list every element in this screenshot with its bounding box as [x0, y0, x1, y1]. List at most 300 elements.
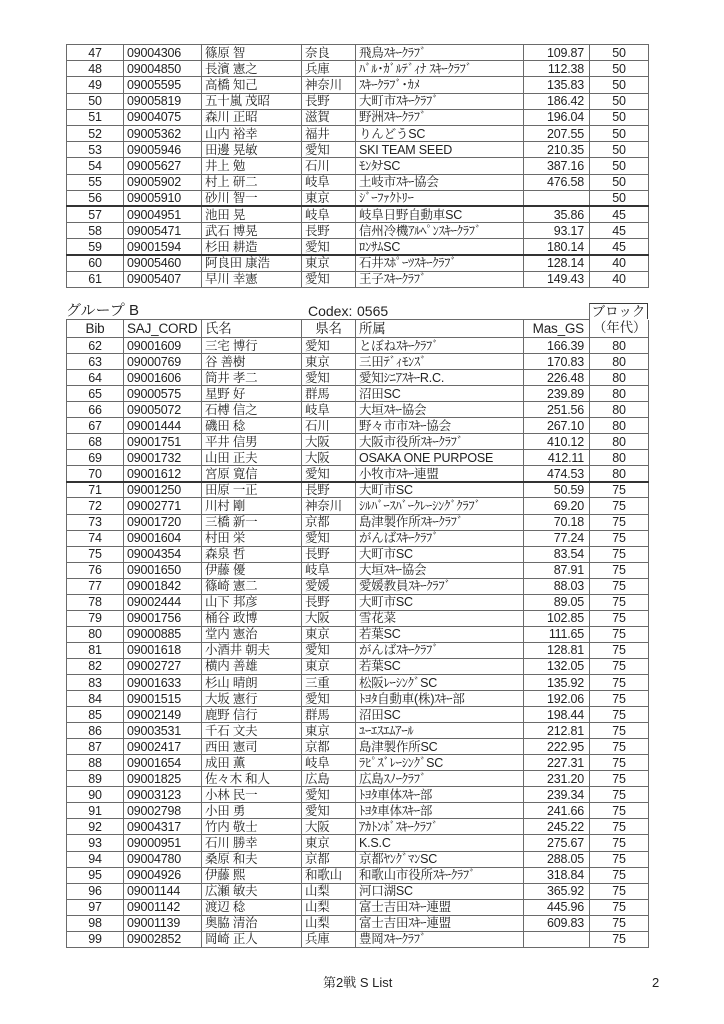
table-row — [67, 931, 649, 947]
prefecture-cell: 滋賀 — [302, 109, 356, 125]
saj-code-cell: 09001751 — [124, 434, 202, 450]
prefecture-cell: 山梨 — [302, 915, 356, 931]
saj-code-cell: 09001732 — [124, 450, 202, 466]
block-cell: 50 — [590, 45, 649, 61]
affiliation-cell: 土岐市ｽｷｰ協会 — [356, 174, 524, 190]
name-cell: 広瀬 敏夫 — [202, 883, 302, 899]
block-cell: 75 — [590, 610, 649, 626]
block-cell: 50 — [590, 125, 649, 141]
name-cell: 千石 文夫 — [202, 723, 302, 739]
block-cell: 75 — [590, 931, 649, 947]
bib-cell: 52 — [67, 125, 124, 141]
mas-gs-cell: 135.92 — [524, 674, 590, 690]
name-cell: 山下 邦彦 — [202, 594, 302, 610]
bib-cell: 59 — [67, 239, 124, 255]
table-row — [67, 691, 649, 707]
block-cell: 75 — [590, 723, 649, 739]
table-row — [67, 271, 649, 287]
table-row — [67, 158, 649, 174]
name-cell: 星野 好 — [202, 386, 302, 402]
affiliation-cell: 大町市ｽｷｰｸﾗﾌﾞ — [356, 93, 524, 109]
mas-gs-cell: 88.03 — [524, 578, 590, 594]
name-cell: 磯田 稔 — [202, 418, 302, 434]
mas-gs-cell: 239.34 — [524, 787, 590, 803]
mas-gs-cell: 241.66 — [524, 803, 590, 819]
bib-cell: 81 — [67, 642, 124, 658]
name-cell: 山田 正夫 — [202, 450, 302, 466]
affiliation-cell: とぼねｽｷｰｸﾗﾌﾞ — [356, 338, 524, 354]
table-row — [67, 386, 649, 402]
table-row — [67, 578, 649, 594]
name-cell: 石榑 信之 — [202, 402, 302, 418]
table-row — [67, 803, 649, 819]
saj-code-cell: 09005460 — [124, 255, 202, 271]
name-cell: 岡崎 正人 — [202, 931, 302, 947]
affiliation-cell: 大垣ｽｷｰ協会 — [356, 562, 524, 578]
saj-code-cell: 09001250 — [124, 482, 202, 498]
block-cell: 75 — [590, 851, 649, 867]
affiliation-cell: 石井ｽﾎﾟｰﾂｽｷｰｸﾗﾌﾞ — [356, 255, 524, 271]
mas-gs-cell: 231.20 — [524, 771, 590, 787]
group-b-table — [66, 319, 649, 948]
affiliation-cell: 富士吉田ｽｷｰ連盟 — [356, 915, 524, 931]
bib-cell: 72 — [67, 498, 124, 514]
affiliation-cell: がんばｽｷｰｸﾗﾌﾞ — [356, 530, 524, 546]
bib-cell: 88 — [67, 755, 124, 771]
bib-cell: 94 — [67, 851, 124, 867]
prefecture-cell: 愛知 — [302, 803, 356, 819]
bib-cell: 96 — [67, 883, 124, 899]
saj-code-cell: 09000885 — [124, 626, 202, 642]
prefecture-cell: 群馬 — [302, 386, 356, 402]
block-cell: 80 — [590, 418, 649, 434]
name-cell: 奥脇 清治 — [202, 915, 302, 931]
mas-gs-cell: 128.14 — [524, 255, 590, 271]
table-row — [67, 142, 649, 158]
prefecture-cell: 京都 — [302, 851, 356, 867]
block-cell: 75 — [590, 482, 649, 498]
bib-cell: 68 — [67, 434, 124, 450]
name-cell: 篠原 智 — [202, 45, 302, 61]
affiliation-cell: 沼田SC — [356, 386, 524, 402]
name-cell: 伊藤 優 — [202, 562, 302, 578]
bib-cell: 65 — [67, 386, 124, 402]
table-row — [67, 851, 649, 867]
bib-cell: 70 — [67, 466, 124, 482]
block-cell: 75 — [590, 739, 649, 755]
mas-gs-cell: 275.67 — [524, 835, 590, 851]
prefecture-cell: 東京 — [302, 658, 356, 674]
prefecture-cell: 愛知 — [302, 691, 356, 707]
affiliation-cell: 野々市市ｽｷｰ協会 — [356, 418, 524, 434]
mas-gs-cell: 192.06 — [524, 691, 590, 707]
name-cell: 池田 晃 — [202, 206, 302, 222]
mas-gs-cell: 387.16 — [524, 158, 590, 174]
name-cell: 長濱 憲之 — [202, 61, 302, 77]
bib-cell: 51 — [67, 109, 124, 125]
saj-code-cell: 09001842 — [124, 578, 202, 594]
bib-cell: 77 — [67, 578, 124, 594]
table-row — [67, 190, 649, 206]
table-row — [67, 514, 649, 530]
header-block-age: （年代） — [590, 320, 649, 338]
mas-gs-cell: 207.55 — [524, 125, 590, 141]
prefecture-cell: 広島 — [302, 771, 356, 787]
name-cell: 小田 勇 — [202, 803, 302, 819]
mas-gs-cell: 93.17 — [524, 223, 590, 239]
affiliation-cell: 三田ﾃﾞｨﾓﾝｽﾞ — [356, 354, 524, 370]
header-row — [67, 320, 649, 338]
prefecture-cell: 東京 — [302, 255, 356, 271]
bib-cell: 57 — [67, 206, 124, 222]
mas-gs-cell: 102.85 — [524, 610, 590, 626]
saj-code-cell: 09005471 — [124, 223, 202, 239]
group-a-rows — [67, 45, 649, 288]
name-cell: 平井 信男 — [202, 434, 302, 450]
block-cell: 75 — [590, 594, 649, 610]
mas-gs-cell: 239.89 — [524, 386, 590, 402]
name-cell: 杉山 晴朗 — [202, 674, 302, 690]
table-row — [67, 530, 649, 546]
affiliation-cell: ﾊﾞﾙ･ｶﾞﾙﾃﾞｨﾅ ｽｷｰｸﾗﾌﾞ — [356, 61, 524, 77]
mas-gs-cell: 445.96 — [524, 899, 590, 915]
block-cell: 50 — [590, 142, 649, 158]
saj-code-cell: 09005362 — [124, 125, 202, 141]
name-cell: 村田 栄 — [202, 530, 302, 546]
table-row — [67, 434, 649, 450]
affiliation-cell: ﾓﾝﾀﾅSC — [356, 158, 524, 174]
affiliation-cell: 大阪市役所ｽｷｰｸﾗﾌﾞ — [356, 434, 524, 450]
affiliation-cell: 島津製作所SC — [356, 739, 524, 755]
block-cell: 75 — [590, 562, 649, 578]
affiliation-cell: 京都ﾔﾝｸﾞﾏﾝSC — [356, 851, 524, 867]
affiliation-cell: ﾕｰｴｽｴﾑｱｰﾙ — [356, 723, 524, 739]
saj-code-cell: 09004317 — [124, 819, 202, 835]
mas-gs-cell: 112.38 — [524, 61, 590, 77]
saj-code-cell: 09002727 — [124, 658, 202, 674]
affiliation-cell: 野洲ｽｷｰｸﾗﾌﾞ — [356, 109, 524, 125]
name-cell: 西田 憲司 — [202, 739, 302, 755]
block-cell: 75 — [590, 787, 649, 803]
bib-cell: 80 — [67, 626, 124, 642]
block-cell: 80 — [590, 466, 649, 482]
table-row — [67, 610, 649, 626]
block-cell: 75 — [590, 498, 649, 514]
affiliation-cell: ﾛﾝｻﾑSC — [356, 239, 524, 255]
prefecture-cell: 群馬 — [302, 707, 356, 723]
prefecture-cell: 東京 — [302, 723, 356, 739]
table-row — [67, 546, 649, 562]
saj-code-cell: 09002798 — [124, 803, 202, 819]
block-cell: 75 — [590, 803, 649, 819]
saj-code-cell: 09001606 — [124, 370, 202, 386]
table-row — [67, 658, 649, 674]
name-cell: 堂内 憲治 — [202, 626, 302, 642]
bib-cell: 76 — [67, 562, 124, 578]
affiliation-cell: ｼﾙﾊﾞｰｽﾊﾞｰｸﾚｰｼﾝｸﾞｸﾗﾌﾞ — [356, 498, 524, 514]
mas-gs-cell: 210.35 — [524, 142, 590, 158]
table-row — [67, 867, 649, 883]
bib-cell: 92 — [67, 819, 124, 835]
block-header-top: ブロック — [589, 303, 648, 319]
affiliation-cell: K.S.C — [356, 835, 524, 851]
block-cell: 75 — [590, 835, 649, 851]
table-row — [67, 418, 649, 434]
name-cell: 宮原 寛信 — [202, 466, 302, 482]
prefecture-cell: 長野 — [302, 594, 356, 610]
bib-cell: 78 — [67, 594, 124, 610]
prefecture-cell: 長野 — [302, 93, 356, 109]
prefecture-cell: 岐阜 — [302, 562, 356, 578]
mas-gs-cell: 318.84 — [524, 867, 590, 883]
mas-gs-cell: 226.48 — [524, 370, 590, 386]
mas-gs-cell: 412.11 — [524, 450, 590, 466]
prefecture-cell: 大阪 — [302, 610, 356, 626]
name-cell: 谷 善樹 — [202, 354, 302, 370]
name-cell: 森川 正昭 — [202, 109, 302, 125]
mas-gs-cell: 170.83 — [524, 354, 590, 370]
bib-cell: 67 — [67, 418, 124, 434]
saj-code-cell: 09005946 — [124, 142, 202, 158]
prefecture-cell: 神奈川 — [302, 498, 356, 514]
name-cell: 井上 勉 — [202, 158, 302, 174]
mas-gs-cell: 70.18 — [524, 514, 590, 530]
prefecture-cell: 岐阜 — [302, 402, 356, 418]
bib-cell: 48 — [67, 61, 124, 77]
prefecture-cell: 愛知 — [302, 787, 356, 803]
table-row — [67, 255, 649, 271]
affiliation-cell: 愛知ｼﾆｱｽｷｰR.C. — [356, 370, 524, 386]
prefecture-cell: 愛知 — [302, 370, 356, 386]
block-cell: 75 — [590, 867, 649, 883]
table-row — [67, 771, 649, 787]
bib-cell: 63 — [67, 354, 124, 370]
block-cell: 50 — [590, 61, 649, 77]
affiliation-cell: 若葉SC — [356, 626, 524, 642]
mas-gs-cell: 212.81 — [524, 723, 590, 739]
bib-cell: 66 — [67, 402, 124, 418]
prefecture-cell: 愛知 — [302, 239, 356, 255]
prefecture-cell: 大阪 — [302, 450, 356, 466]
saj-code-cell: 09001654 — [124, 755, 202, 771]
saj-code-cell: 09002417 — [124, 739, 202, 755]
table-row — [67, 77, 649, 93]
block-cell: 75 — [590, 755, 649, 771]
mas-gs-cell: 180.14 — [524, 239, 590, 255]
table-row — [67, 370, 649, 386]
name-cell: 五十嵐 茂昭 — [202, 93, 302, 109]
mas-gs-cell: 87.91 — [524, 562, 590, 578]
prefecture-cell: 愛知 — [302, 338, 356, 354]
prefecture-cell: 愛知 — [302, 142, 356, 158]
saj-code-cell: 09003123 — [124, 787, 202, 803]
mas-gs-cell: 149.43 — [524, 271, 590, 287]
bib-cell: 54 — [67, 158, 124, 174]
block-cell: 75 — [590, 771, 649, 787]
saj-code-cell: 09004780 — [124, 851, 202, 867]
block-cell: 75 — [590, 674, 649, 690]
table-row — [67, 707, 649, 723]
name-cell: 砂川 智一 — [202, 190, 302, 206]
bib-cell: 74 — [67, 530, 124, 546]
affiliation-cell: 信州冷機ｱﾙﾍﾟﾝｽｷｰｸﾗﾌﾞ — [356, 223, 524, 239]
name-cell: 武石 博晃 — [202, 223, 302, 239]
table-row — [67, 482, 649, 498]
mas-gs-cell: 251.56 — [524, 402, 590, 418]
saj-code-cell: 09001144 — [124, 883, 202, 899]
prefecture-cell: 長野 — [302, 223, 356, 239]
page-number: 2 — [652, 975, 660, 990]
affiliation-cell: りんどうSC — [356, 125, 524, 141]
mas-gs-cell: 111.65 — [524, 626, 590, 642]
affiliation-cell: がんばｽｷｰｸﾗﾌﾞ — [356, 642, 524, 658]
block-cell: 75 — [590, 642, 649, 658]
bib-cell: 90 — [67, 787, 124, 803]
saj-code-cell: 09004951 — [124, 206, 202, 222]
affiliation-cell: 飛鳥ｽｷｰｸﾗﾌﾞ — [356, 45, 524, 61]
group-b-title: グループ B — [66, 302, 139, 319]
saj-code-cell: 09001720 — [124, 514, 202, 530]
footer-title: 第2戦 S List — [323, 975, 393, 990]
saj-code-cell: 09001633 — [124, 674, 202, 690]
saj-code-cell: 09000951 — [124, 835, 202, 851]
prefecture-cell: 三重 — [302, 674, 356, 690]
saj-code-cell: 09001609 — [124, 338, 202, 354]
mas-gs-cell: 476.58 — [524, 174, 590, 190]
block-cell: 45 — [590, 223, 649, 239]
block-cell: 80 — [590, 338, 649, 354]
table-row — [67, 787, 649, 803]
block-cell: 45 — [590, 206, 649, 222]
bib-cell: 61 — [67, 271, 124, 287]
name-cell: 成田 薫 — [202, 755, 302, 771]
bib-cell: 55 — [67, 174, 124, 190]
mas-gs-cell: 186.42 — [524, 93, 590, 109]
prefecture-cell: 奈良 — [302, 45, 356, 61]
saj-code-cell: 09001825 — [124, 771, 202, 787]
table-row — [67, 723, 649, 739]
name-cell: 大坂 憲行 — [202, 691, 302, 707]
name-cell: 渡辺 稔 — [202, 899, 302, 915]
mas-gs-cell: 77.24 — [524, 530, 590, 546]
prefecture-cell: 東京 — [302, 190, 356, 206]
table-row — [67, 174, 649, 190]
prefecture-cell: 兵庫 — [302, 931, 356, 947]
group-b-rows — [67, 338, 649, 948]
mas-gs-cell: 35.86 — [524, 206, 590, 222]
saj-code-cell: 09001618 — [124, 642, 202, 658]
table-row — [67, 674, 649, 690]
table-row — [67, 626, 649, 642]
mas-gs-cell: 89.05 — [524, 594, 590, 610]
table-row — [67, 594, 649, 610]
table-row — [67, 739, 649, 755]
table-row — [67, 450, 649, 466]
saj-code-cell: 09005407 — [124, 271, 202, 287]
affiliation-cell: ｱｶﾄﾝﾎﾞｽｷｰｸﾗﾌﾞ — [356, 819, 524, 835]
affiliation-cell: 松阪ﾚｰｼﾝｸﾞSC — [356, 674, 524, 690]
table-row — [67, 206, 649, 222]
prefecture-cell: 愛知 — [302, 271, 356, 287]
bib-cell: 82 — [67, 658, 124, 674]
block-cell: 45 — [590, 239, 649, 255]
mas-gs-cell: 132.05 — [524, 658, 590, 674]
saj-code-cell: 09001515 — [124, 691, 202, 707]
saj-code-cell: 09001444 — [124, 418, 202, 434]
name-cell: 小林 民一 — [202, 787, 302, 803]
affiliation-cell: 島津製作所ｽｷｰｸﾗﾌﾞ — [356, 514, 524, 530]
table-row — [67, 642, 649, 658]
bib-cell: 86 — [67, 723, 124, 739]
table-row — [67, 755, 649, 771]
bib-cell: 47 — [67, 45, 124, 61]
block-cell: 75 — [590, 530, 649, 546]
saj-code-cell: 09004306 — [124, 45, 202, 61]
table-row — [67, 835, 649, 851]
bib-cell: 84 — [67, 691, 124, 707]
mas-gs-cell: 365.92 — [524, 883, 590, 899]
name-cell: 筒井 孝二 — [202, 370, 302, 386]
table-row — [67, 45, 649, 61]
mas-gs-cell: 288.05 — [524, 851, 590, 867]
name-cell: 石川 勝幸 — [202, 835, 302, 851]
bib-cell: 98 — [67, 915, 124, 931]
block-cell: 75 — [590, 514, 649, 530]
mas-gs-cell: 135.83 — [524, 77, 590, 93]
name-cell: 佐々木 和人 — [202, 771, 302, 787]
affiliation-cell: 広島ｽﾉｰｸﾗﾌﾞ — [356, 771, 524, 787]
block-cell: 50 — [590, 174, 649, 190]
mas-gs-cell: 222.95 — [524, 739, 590, 755]
prefecture-cell: 東京 — [302, 626, 356, 642]
affiliation-cell: SKI TEAM SEED — [356, 142, 524, 158]
block-cell: 75 — [590, 883, 649, 899]
block-cell: 50 — [590, 77, 649, 93]
saj-code-cell: 09005072 — [124, 402, 202, 418]
prefecture-cell: 岐阜 — [302, 174, 356, 190]
prefecture-cell: 京都 — [302, 514, 356, 530]
saj-code-cell: 09005910 — [124, 190, 202, 206]
name-cell: 川村 剛 — [202, 498, 302, 514]
saj-code-cell: 09005902 — [124, 174, 202, 190]
block-cell: 80 — [590, 402, 649, 418]
name-cell: 森泉 哲 — [202, 546, 302, 562]
saj-code-cell: 09002771 — [124, 498, 202, 514]
affiliation-cell: ｼﾞｰﾌｧｸﾄﾘｰ — [356, 190, 524, 206]
saj-code-cell: 09002444 — [124, 594, 202, 610]
affiliation-cell: 大町市SC — [356, 482, 524, 498]
header-mas-gs: Mas_GS — [524, 320, 590, 338]
table-row — [67, 109, 649, 125]
mas-gs-cell: 128.81 — [524, 642, 590, 658]
prefecture-cell: 東京 — [302, 354, 356, 370]
mas-gs-cell: 196.04 — [524, 109, 590, 125]
affiliation-cell: ﾄﾖﾀ車体ｽｷｰ部 — [356, 787, 524, 803]
name-cell: 早川 幸憲 — [202, 271, 302, 287]
block-cell: 75 — [590, 546, 649, 562]
name-cell: 桶谷 政博 — [202, 610, 302, 626]
block-cell: 80 — [590, 354, 649, 370]
name-cell: 三宅 博行 — [202, 338, 302, 354]
affiliation-cell: 小牧市ｽｷｰ連盟 — [356, 466, 524, 482]
prefecture-cell: 和歌山 — [302, 867, 356, 883]
affiliation-cell: 雪花菜 — [356, 610, 524, 626]
bib-cell: 64 — [67, 370, 124, 386]
block-cell: 75 — [590, 819, 649, 835]
saj-code-cell: 09001594 — [124, 239, 202, 255]
prefecture-cell: 石川 — [302, 158, 356, 174]
name-cell: 竹内 敬士 — [202, 819, 302, 835]
